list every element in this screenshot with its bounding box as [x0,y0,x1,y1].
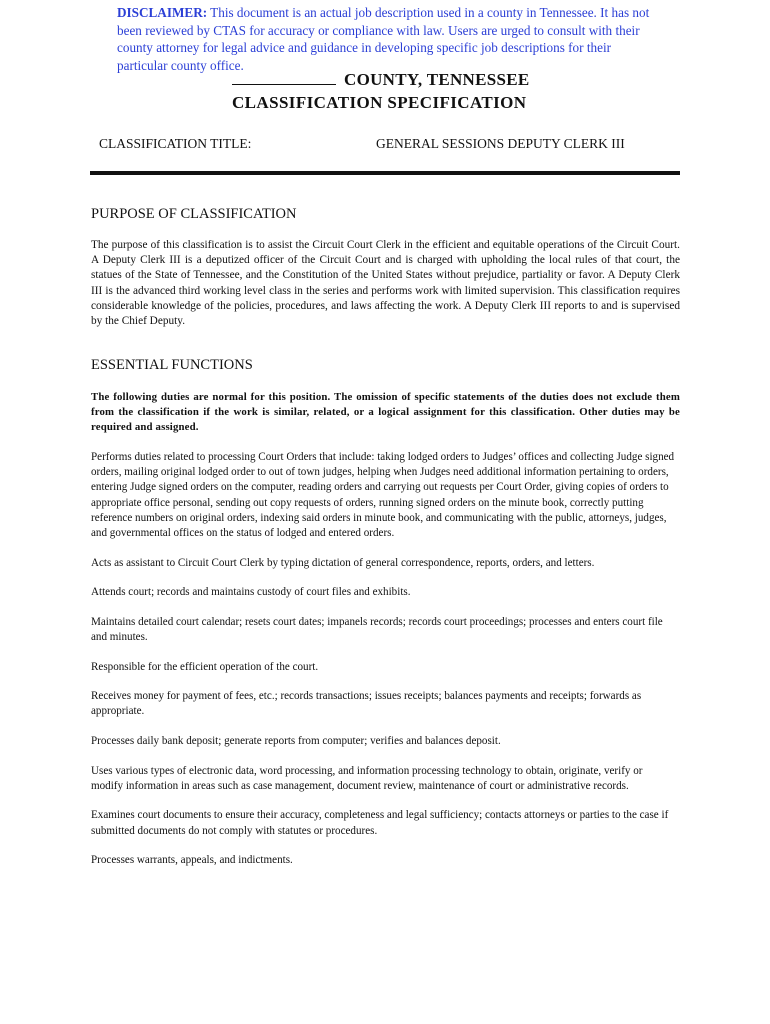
duty-item: Acts as assistant to Circuit Court Clerk by typing dictation of general correspondence, reports, orders, and letters. [91,556,595,569]
spec-heading: CLASSIFICATION SPECIFICATION [232,93,527,112]
duty-item: Performs duties related to processing Court Orders that include: taking lodged orders to Judges’ offices and collecting Judge signed orders, mailing original lodged order to out of town judges, helping when Judges need additional information pertaining to orders, entering Judge signed orders on the computer, reading orders and carrying out requests per Court Order, giving copies of orders to appropriate office personal, sending out copy requests of orders, running signed orders on the minute book, correctly putting reference numbers on original orders, indexing said orders in minute book, and communicating with the public, attorneys, judges, and governmental offices on the status of lodged and entered orders. [91,451,675,540]
county-name-blank [232,70,336,85]
duty-item: Attends court; records and maintains custody of court files and exhibits. [91,586,411,599]
disclaimer-text: This document is an actual job description used in a county in Tennessee. It has not been reviewed by CTAS for accuracy or compliance with law. Users are urged to consult with their county attorney for legal advice and guidance in developing specific job descriptions for their particular county office. [117,5,650,73]
duty-item: Receives money for payment of fees, etc.; records transactions; issues receipts; balances payments and receipts; forwards as appropriate. [91,690,642,718]
essential-functions-heading: ESSENTIAL FUNCTIONS [91,357,253,373]
duty-list [91,450,676,883]
county-label: COUNTY, TENNESSEE [344,70,530,89]
classification-title-label: CLASSIFICATION TITLE: [99,136,252,151]
classification-title-value: GENERAL SESSIONS DEPUTY CLERK III [376,136,625,151]
duty-item: Maintains detailed court calendar; resets court dates; impanels records; records court proceedings; processes and enters court file and minutes. [91,615,663,643]
duty-item: Examines court documents to ensure their accuracy, completeness and legal sufficiency; contacts attorneys or parties to the case if submitted documents do not comply with statutes or procedures. [91,809,669,837]
essential-functions-intro: The following duties are normal for this position. The omission of specific statements of the duties does not exclude them from the classification if the work is similar, related, or a logical assignment for this classification. Other duties may be required and assigned. [91,391,680,434]
header-divider [90,171,680,175]
duty-item: Processes warrants, appeals, and indictments. [91,854,293,867]
purpose-text: The purpose of this classification is to assist the Circuit Court Clerk in the efficient and equitable operations of the Circuit Court. A Deputy Clerk III is a deputized officer of the Circuit Court and is charged with upholding the local rules of that court, the statues of the State of Tennessee, and the Constitution of the United States without prejudice, partiality or favor. A Deputy Clerk III is the advanced third working level class in the series and performs work with limited supervision. This classification requires considerable knowledge of the policies, procedures, and laws affecting the work. A Deputy Clerk III reports to and is supervised by the Chief Deputy. [91,239,680,328]
disclaimer-label: DISCLAIMER: [117,5,208,20]
purpose-heading: PURPOSE OF CLASSIFICATION [91,206,297,222]
disclaimer [117,4,662,74]
duty-item: Responsible for the efficient operation of the court. [91,660,319,673]
duty-item: Processes daily bank deposit; generate reports from computer; verifies and balances deposit. [91,734,501,747]
county-heading [232,70,530,90]
duty-item: Uses various types of electronic data, word processing, and information processing technology to obtain, originate, verify or modify information in areas such as case management, document review, maintenance of court or administrative records. [91,764,643,792]
